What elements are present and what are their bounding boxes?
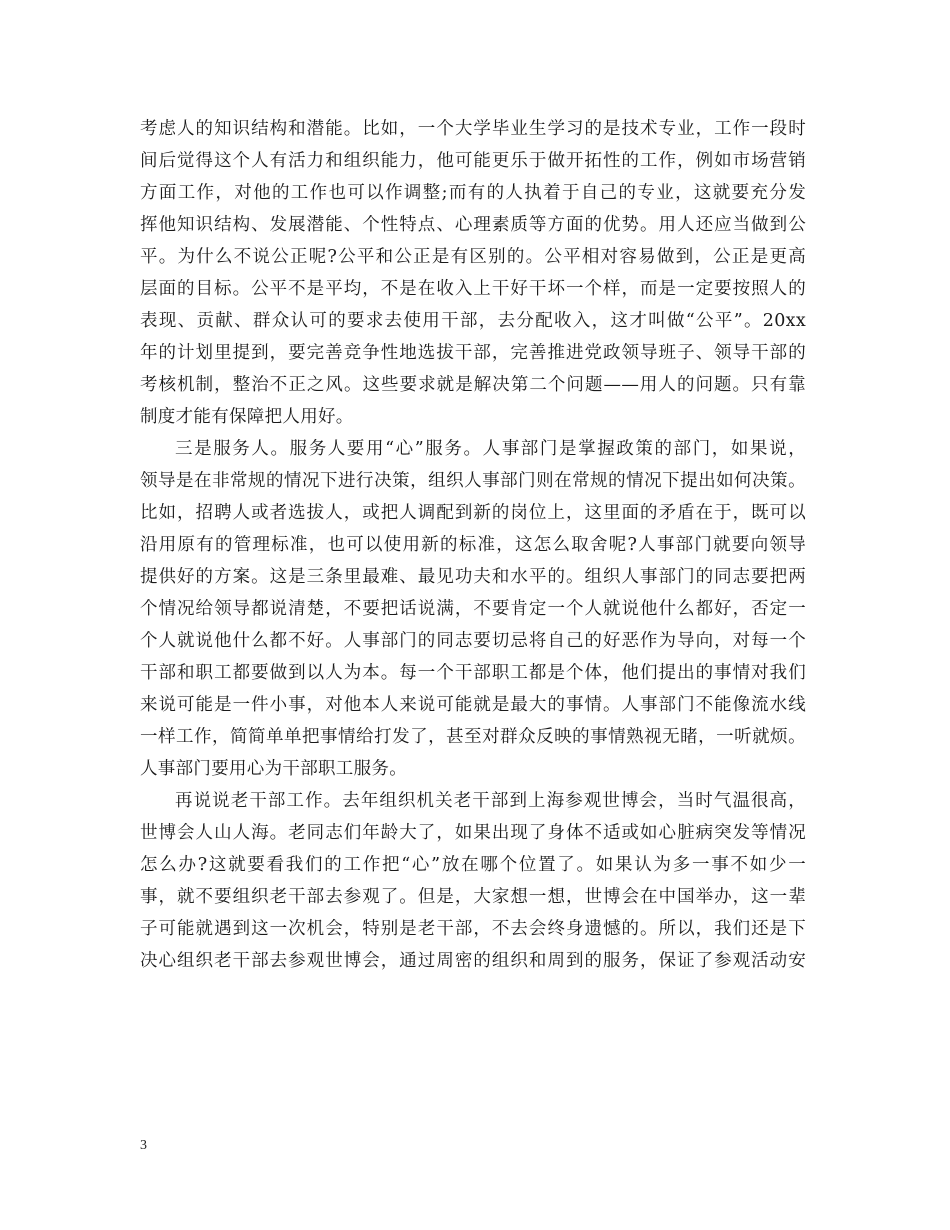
text-line: 世博会人山人海。老同志们年龄大了，如果出现了身体不适或如心脏病突发等情况 [140,823,806,843]
text-line: 考核机制，整治不正之风。这些要求就是解决第二个问题——用人的问题。只有靠 [140,375,806,395]
text-line: 间后觉得这个人有活力和组织能力，他可能更乐于做开拓性的工作，例如市场营销 [140,151,806,171]
text-line: 人事部门要用心为干部职工服务。 [140,759,407,779]
text-line: 挥他知识结构、发展潜能、个性特点、心理素质等方面的优势。用人还应当做到公 [140,215,806,235]
text-line: 层面的目标。公平不是平均，不是在收入上干好干坏一个样，而是一定要按照人的 [140,279,806,299]
page-number: 3 [140,1138,147,1153]
text-line: 领导是在非常规的情况下进行决策，组织人事部门则在常规的情况下提出如何决策。 [140,471,806,491]
text-line: 制度才能有保障把人用好。 [140,407,354,427]
text-line: 怎么办?这就要看我们的工作把“心”放在哪个位置了。如果认为多一事不如少一 [140,855,806,875]
text-line: 沿用原有的管理标准，也可以使用新的标准，这怎么取舍呢?人事部门就要向领导 [140,535,806,555]
text-line: 子可能就遇到这一次机会，特别是老干部，不去会终身遗憾的。所以，我们还是下 [140,919,806,939]
body-text [140,113,806,977]
text-line: 个情况给领导都说清楚，不要把话说满，不要肯定一个人就说他什么都好，否定一 [140,599,806,619]
text-line: 平。为什么不说公正呢?公平和公正是有区别的。公平相对容易做到，公正是更高 [140,247,806,267]
text-line: 事，就不要组织老干部去参观了。但是，大家想一想，世博会在中国举办，这一辈 [140,887,806,907]
text-line: 年的计划里提到，要完善竞争性地选拔干部，完善推进党政领导班子、领导干部的 [140,343,806,363]
text-line: 方面工作，对他的工作也可以作调整;而有的人执着于自己的专业，这就要充分发 [140,183,806,203]
text-line: 比如，招聘人或者选拔人，或把人调配到新的岗位上，这里面的矛盾在于，既可以 [140,503,806,523]
text-line: 个人就说他什么都不好。人事部门的同志要切忌将自己的好恶作为导向，对每一个 [140,631,806,651]
text-line: 来说可能是一件小事，对他本人来说可能就是最大的事情。人事部门不能像流水线 [140,695,806,715]
text-line: 提供好的方案。这是三条里最难、最见功夫和水平的。组织人事部门的同志要把两 [140,567,806,587]
text-line: 表现、贡献、群众认可的要求去使用干部，去分配收入，这才叫做“公平”。20xx [140,311,806,331]
text-line: 考虑人的知识结构和潜能。比如，一个大学毕业生学习的是技术专业，工作一段时 [140,119,806,139]
text-line: 一样工作，简简单单把事情给打发了，甚至对群众反映的事情熟视无睹，一听就烦。 [140,727,806,747]
text-line: 干部和职工都要做到以人为本。每一个干部职工都是个体，他们提出的事情对我们 [140,663,806,683]
text-line: 三是服务人。服务人要用“心”服务。人事部门是掌握政策的部门，如果说， [175,439,806,459]
text-line: 决心组织老干部去参观世博会，通过周密的组织和周到的服务，保证了参观活动安 [140,951,806,971]
text-line: 再说说老干部工作。去年组织机关老干部到上海参观世博会，当时气温很高， [175,791,806,811]
